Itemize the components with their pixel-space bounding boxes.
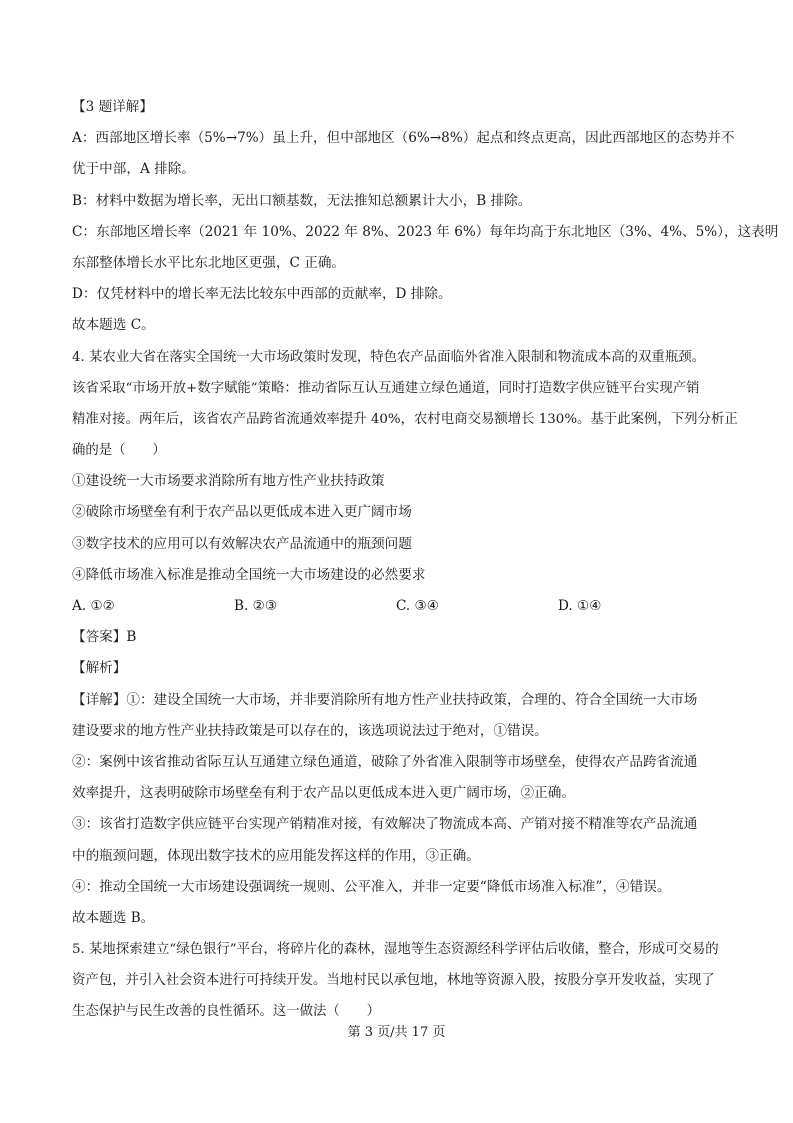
text-line: 优于中部，A 排除。 [72, 161, 195, 178]
statement-4: ④降低市场准入标准是推动全国统一大市场建设的必然要求 [72, 566, 426, 583]
answer-options [72, 591, 722, 622]
statement-3: ③数字技术的应用可以有效解决农产品流通中的瓶颈问题 [72, 535, 412, 552]
question-4-stem: 确的是（ ） [72, 443, 166, 459]
section-heading-q3-detail: 【3 题详解】 [72, 99, 153, 115]
text-line: A：西部地区增长率（5%→7%）虽上升，但中部地区（6%→8%）起点和终点更高，因此西部地区的态势并不 [72, 130, 735, 147]
text-line: 故本题选 B。 [72, 909, 155, 926]
question-5-stem: 生态保护与民生改善的良性循环。这一做法（ ） [72, 1004, 380, 1020]
text-line: C：东部地区增长率（2021 年 10%、2022 年 8%、2023 年 6%）每年均高于东北地区（3%、4%、5%），这表明 [72, 223, 779, 240]
text-line: ④：推动全国统一大市场建设强调统一规则、公平准入，并非一定要“降低市场准入标准”，④错误。 [72, 878, 671, 895]
question-4-stem: 该省采取“市场开放+数字赋能”策略：推动省际互认互通建立绿色通道，同时打造数字供应链平台实现产销 [72, 380, 700, 396]
option-c: C. ③④ [396, 598, 439, 614]
text-line: 【详解】①：建设全国统一大市场，并非要消除所有地方性产业扶持政策，合理的、符合全国统一大市场 [72, 691, 698, 708]
text-line: 故本题选 C。 [72, 317, 155, 334]
question-4-stem: 精准对接。两年后，该省农产品跨省流通效率提升 40%，农村电商交易额增长 130%。基于此案例，下列分析正 [72, 411, 738, 427]
option-a: A. ①② [72, 598, 115, 614]
option-d: D. ①④ [558, 598, 602, 614]
statement-1: ①建设统一大市场要求消除所有地方性产业扶持政策 [72, 473, 385, 490]
option-b: B. ②③ [234, 598, 278, 614]
statement-2: ②破除市场壁垒有利于农产品以更低成本进入更广阔市场 [72, 504, 412, 521]
text-line: ③：该省打造数字供应链平台实现产销精准对接，有效解决了物流成本高、产销对接不精准等农产品流通 [72, 816, 698, 833]
page-number-footer: 第 3 页/共 17 页 [347, 1025, 446, 1040]
question-5-stem: 5. 某地探索建立“绿色银行”平台，将碎片化的森林，湿地等生态资源经科学评估后收储，整合，形成可交易的 [72, 942, 719, 958]
text-line: D：仅凭材料中的增长率无法比较东中西部的贡献率，D 排除。 [72, 286, 452, 303]
text-line: 中的瓶颈问题，体现出数字技术的应用能发挥这样的作用，③正确。 [72, 847, 480, 864]
text-line: 东部整体增长水平比东北地区更强，C 正确。 [72, 254, 346, 271]
text-line: B：材料中数据为增长率，无出口额基数，无法推知总额累计大小，B 排除。 [72, 192, 532, 209]
answer-label: 【答案】B [72, 629, 137, 646]
question-5-stem: 资产包，并引入社会资本进行可持续开发。当地村民以承包地，林地等资源入股，按股分享开发收益，实现了 [72, 973, 715, 989]
text-line: 建设要求的地方性产业扶持政策是可以存在的，该选项说法过于绝对，①错误。 [72, 722, 548, 739]
analysis-label: 【解析】 [72, 660, 127, 677]
text-line: 效率提升，这表明破除市场壁垒有利于农产品以更低成本进入更广阔市场，②正确。 [72, 785, 575, 802]
page-content [72, 92, 779, 1028]
text-line: ②：案例中该省推动省际互认互通建立绿色通道，破除了外省准入限制等市场壁垒，使得农产品跨省流通 [72, 753, 698, 770]
question-4-stem: 4. 某农业大省在落实全国统一大市场政策时发现，特色农产品面临外省准入限制和物流成本高的双重瓶颈。 [72, 349, 705, 365]
